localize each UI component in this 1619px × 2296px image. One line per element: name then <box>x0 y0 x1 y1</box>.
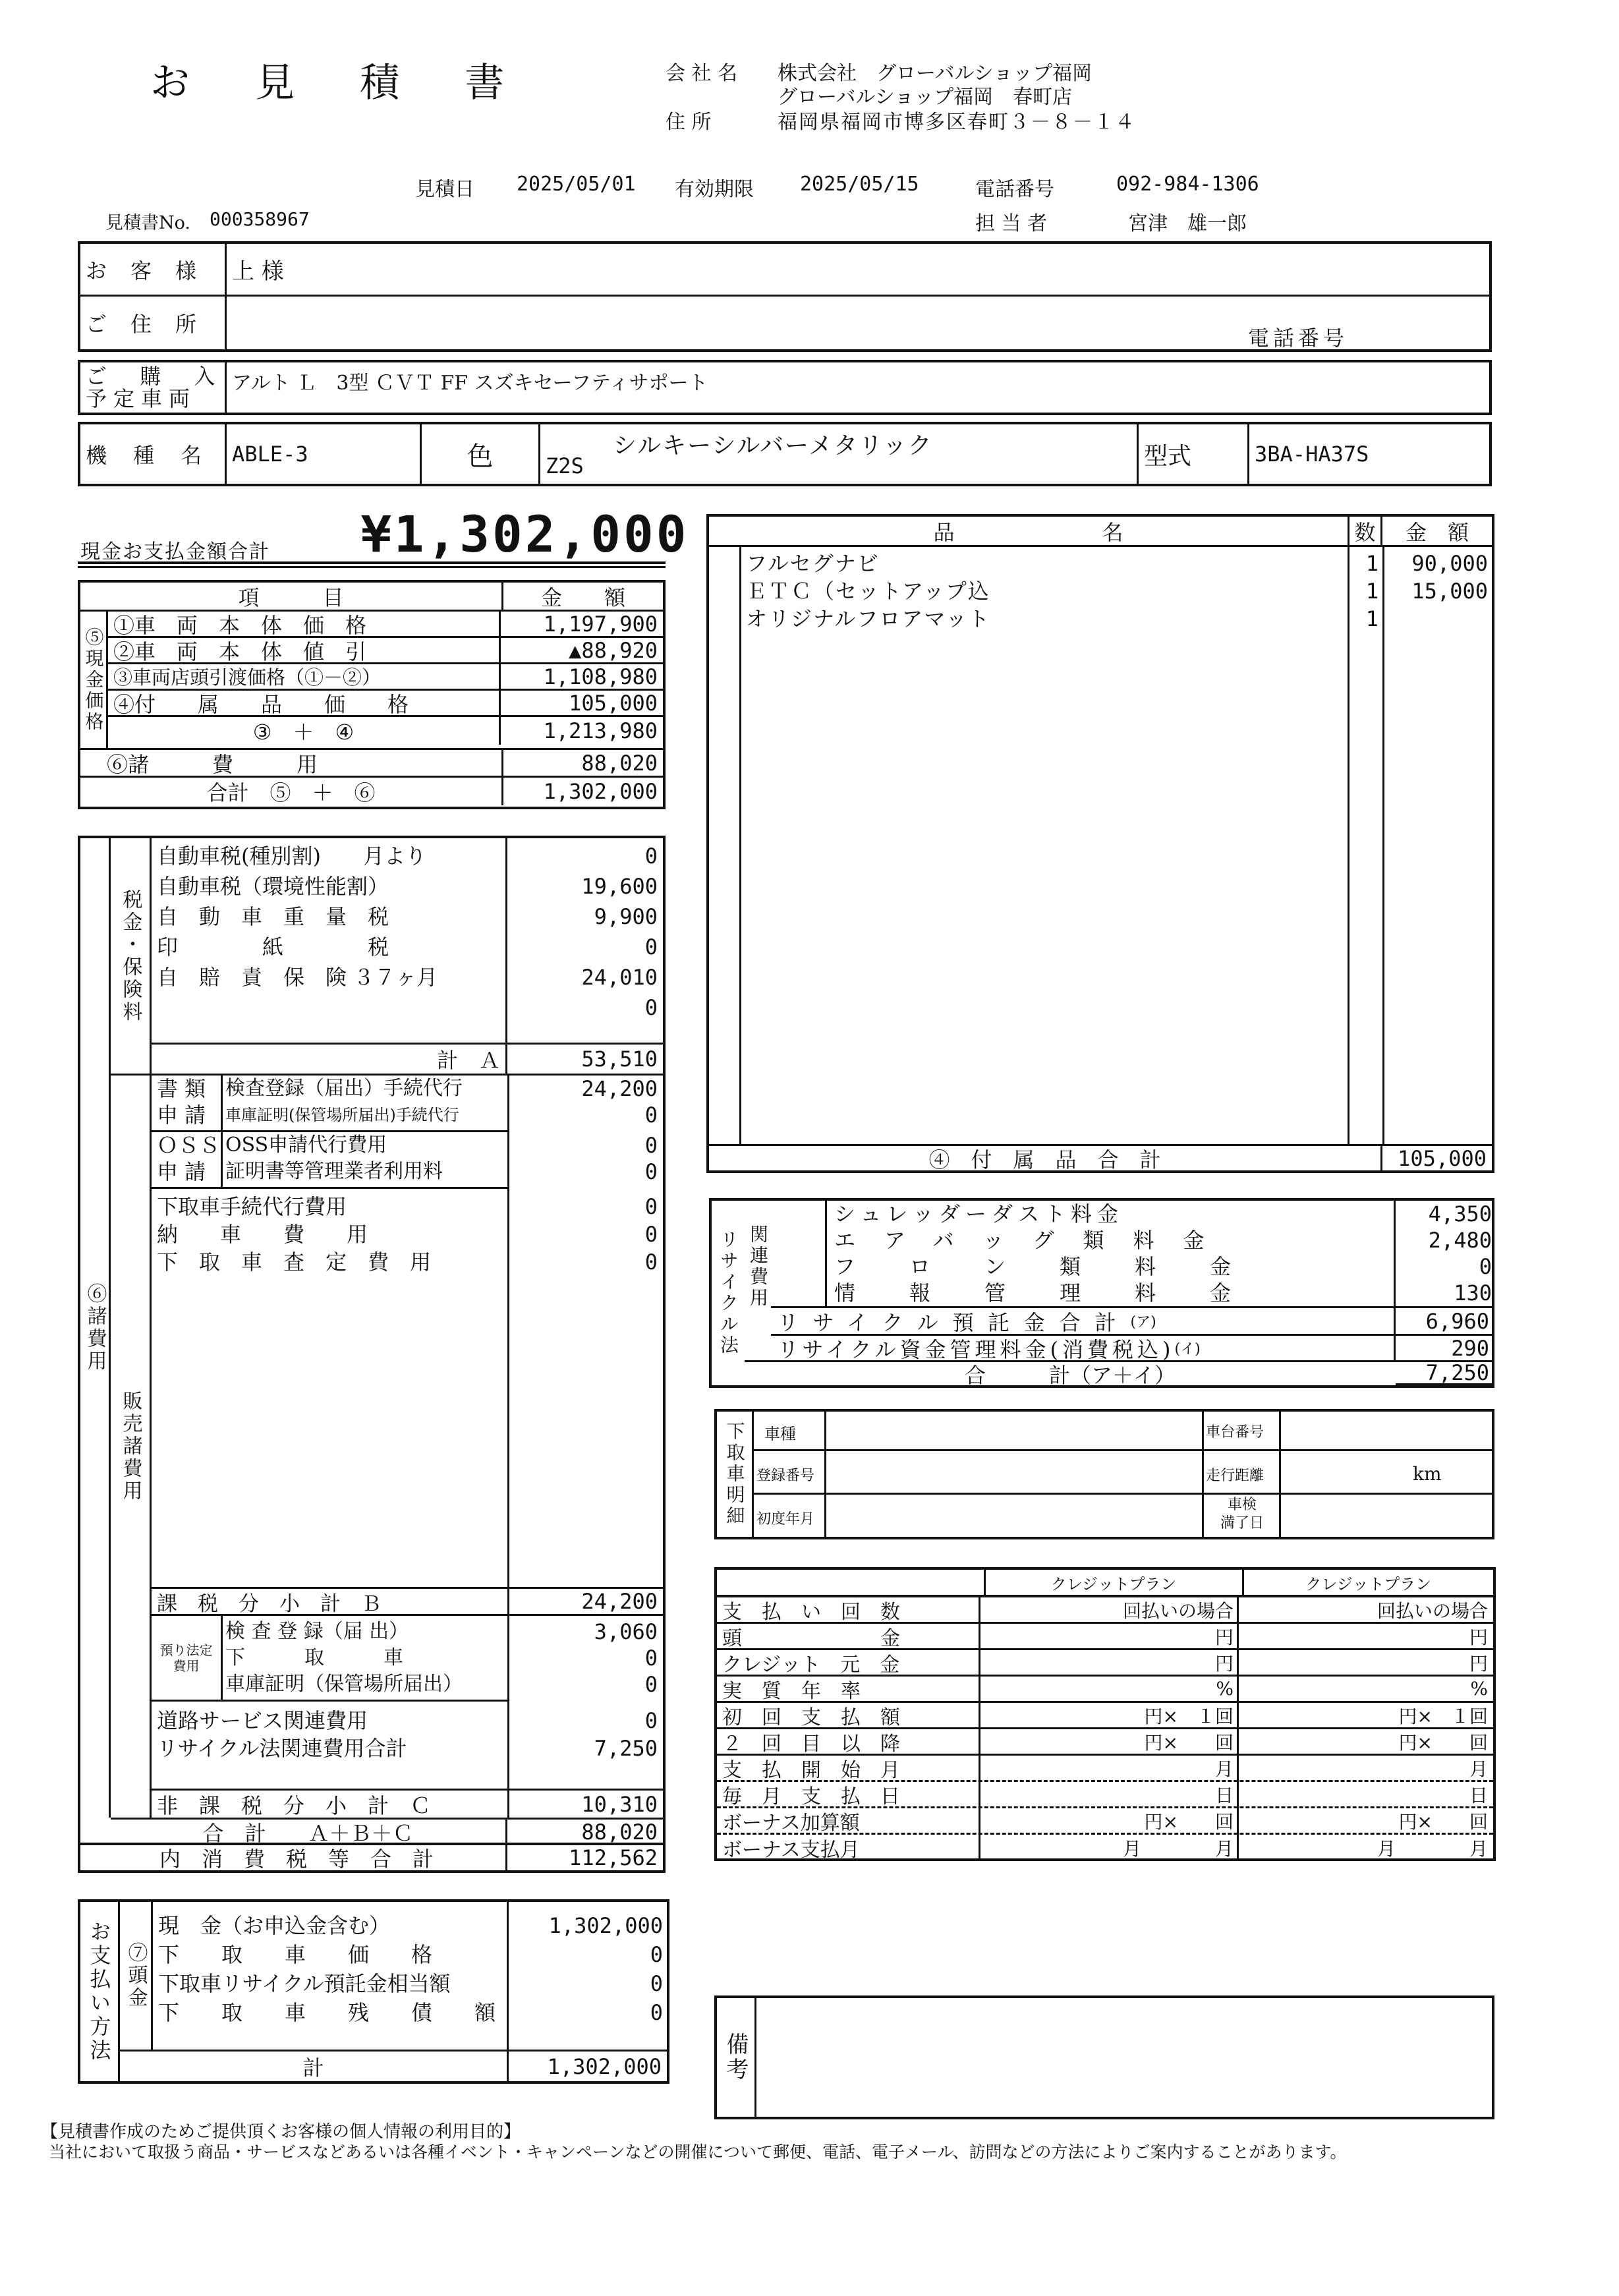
cash-price-side-label: ⑤現金価格 <box>80 612 108 748</box>
credit-plan1-value[interactable]: 月 月 <box>1122 1838 1234 1860</box>
accessories-head-name: 品 名 <box>709 517 1349 545</box>
recycle-mgmt-text: リサイクル資金管理料金(消費税込) <box>778 1336 1175 1362</box>
credit-row <box>717 1677 1493 1703</box>
credit-table <box>714 1567 1496 1861</box>
recycle-label: フロン類料金 <box>834 1254 1286 1279</box>
cash-row-label: ②車 両 本 体 値 引 <box>108 638 501 662</box>
vehicle-box <box>78 360 1492 415</box>
credit-row-label: 初 回 支 払 額 <box>722 1706 900 1729</box>
valid-date: 2025/05/15 <box>800 173 919 196</box>
sum-abc-label: 合 計 Ａ＋Ｂ＋Ｃ <box>111 1820 507 1844</box>
type-value[interactable]: 3BA-HA37S <box>1255 442 1369 467</box>
recycle-total-value: 7,250 <box>1396 1362 1494 1385</box>
tax-row-value: 24,010 <box>581 965 658 990</box>
oss-value-1: 0 <box>644 1133 658 1158</box>
credit-plan2-value[interactable]: 円× 回 <box>1398 1810 1488 1833</box>
accessories-total-label: ④ 付 属 品 合 計 <box>709 1146 1382 1170</box>
credit-plan1-value[interactable]: 回払いの場合 <box>1122 1599 1234 1622</box>
quote-no: 000358967 <box>210 208 310 230</box>
tax-row-value: 0 <box>644 844 658 869</box>
credit-plan2-value[interactable]: 日 <box>1469 1784 1488 1806</box>
credit-plan-2: クレジットプラン <box>1243 1568 1494 1596</box>
payment-row-value: 0 <box>650 1971 663 1996</box>
consumption-value: 112,562 <box>569 1845 658 1870</box>
fees-sales-side: 販売諸費用 <box>111 1076 152 1818</box>
sum-abc-value: 88,020 <box>581 1819 658 1845</box>
remarks-box <box>714 1995 1494 2119</box>
tradein-car-label: 車種 <box>764 1425 796 1443</box>
credit-plan1-value[interactable]: 月 <box>1214 1758 1234 1780</box>
store-phone: 092-984-1306 <box>1116 173 1259 196</box>
sum-c-value: 10,310 <box>581 1791 658 1817</box>
tax-row-label: 自動車税（環境性能割） <box>157 874 389 899</box>
fees-table <box>78 836 666 1845</box>
consumption-row <box>78 1843 666 1873</box>
credit-row <box>717 1808 1493 1835</box>
cash-grand-value: 1,302,000 <box>543 779 658 804</box>
valid-label: 有効期限 <box>675 178 754 201</box>
recycle-side-1: リサイクル法 <box>718 1230 739 1356</box>
cash-row-label: ③車両店頭引渡価格（①－②） <box>108 664 501 689</box>
model-box <box>78 422 1492 486</box>
vehicle-label-2: 予定車両 <box>86 386 197 411</box>
recycle-fee-value: 7,250 <box>594 1736 658 1761</box>
deposit-label: 下 取 車 <box>225 1646 403 1669</box>
customer-address[interactable] <box>227 297 1489 349</box>
oss-label-1: ＯＳＳ <box>157 1133 221 1158</box>
credit-row <box>717 1703 1493 1729</box>
cash-row-label: ①車 両 本 体 価 格 <box>108 612 501 636</box>
tax-row-value: 9,900 <box>594 904 658 929</box>
recycle-value: 4,350 <box>1428 1201 1492 1226</box>
accessory-name: オリジナルフロアマット <box>746 606 991 631</box>
tax-row-label: 自 賠 責 保 険 ３７ヶ月 <box>157 965 438 990</box>
total-label: 現金お支払金額合計 <box>80 540 270 563</box>
credit-plan1-value[interactable]: 円 <box>1214 1626 1234 1648</box>
cash-sum34-value: 1,213,980 <box>543 718 658 743</box>
cash-row-value: ▲88,920 <box>569 637 658 663</box>
recycle-label: シュレッダーダスト料金 <box>834 1201 1124 1226</box>
store-name: グローバルショップ福岡 春町店 <box>778 86 1073 109</box>
customer-address-label: ご住所 <box>86 312 221 337</box>
vehicle-label-1: ご 購 入 <box>86 364 229 389</box>
sum-a-value: 53,510 <box>581 1047 658 1072</box>
credit-row <box>717 1729 1493 1756</box>
payment-row-label: 現 金（お申込金含む） <box>158 1913 391 1938</box>
remarks-field[interactable] <box>756 1998 1492 2117</box>
recycle-mgmt-mark: (イ) <box>1174 1341 1201 1358</box>
cash-misc-label: ⑥諸 費 用 <box>80 750 503 776</box>
footer-privacy-title: 【見積書作成のためご提供頂くお客様の個人情報の利用目的】 <box>41 2122 521 2142</box>
customer-name-label: お客様 <box>86 258 221 283</box>
trade-fee-label: 下取車手続代行費用 <box>157 1194 347 1219</box>
credit-plan2-value[interactable]: 円× １回 <box>1398 1705 1488 1727</box>
total-amount: ¥1,302,000 <box>361 505 689 563</box>
tradein-table <box>714 1409 1494 1539</box>
recycle-deposit-value: 6,960 <box>1425 1308 1489 1334</box>
oss-row-1: OSS申請代行費用 <box>225 1134 387 1157</box>
trade-fee-label: 納 車 費 用 <box>157 1222 368 1247</box>
credit-plan1-value[interactable]: 日 <box>1214 1784 1234 1806</box>
tradein-inspection-label-1: 車検 <box>1227 1497 1257 1513</box>
accessory-qty: 1 <box>1365 579 1378 604</box>
sum-b-value: 24,200 <box>581 1589 658 1614</box>
oss-row-2: 証明書等管理業者利用料 <box>225 1160 443 1183</box>
staff-name: 宮津 雄一郎 <box>1128 212 1247 235</box>
payment-row-label: 下 取 車 価 格 <box>158 1942 433 1967</box>
consumption-label: 内 消 費 税 等 合 計 <box>80 1845 507 1870</box>
color-code[interactable]: Z2S <box>546 453 584 478</box>
company-label: 会 社 名 <box>666 62 738 85</box>
company-name: 株式会社 グローバルショップ福岡 <box>778 62 1093 85</box>
oss-value-2: 0 <box>644 1159 658 1184</box>
credit-row <box>717 1782 1493 1808</box>
payment-row-value: 1,302,000 <box>548 1913 663 1938</box>
fees-tax-side: 税金・保険料 <box>111 838 152 1076</box>
quote-date-label: 見積日 <box>415 178 474 201</box>
type-label: 型式 <box>1139 424 1249 484</box>
credit-row <box>717 1624 1493 1650</box>
color-name[interactable]: シルキーシルバーメタリック <box>613 432 933 459</box>
recycle-label: 情報管理料金 <box>834 1280 1286 1306</box>
deposit-side-label: 預り法定費用 <box>152 1616 223 1700</box>
tradein-side-label: 下取車明細 <box>717 1412 754 1537</box>
recycle-side-2: 関連費用 <box>747 1224 769 1309</box>
credit-plan2-value[interactable]: 円 <box>1469 1626 1488 1648</box>
vehicle-name[interactable]: アルト Ｌ 3型 ＣＶＴ FF スズキセーフティサポート <box>232 372 708 395</box>
payment-total-label: 計 <box>120 2052 509 2081</box>
credit-row-label: 支 払 い 回 数 <box>722 1600 900 1624</box>
tradein-plate-label: 登録番号 <box>756 1468 815 1484</box>
credit-row <box>717 1756 1493 1782</box>
accessories-head-amount: 金 額 <box>1405 519 1469 545</box>
cash-sum34-label: ③ ＋ ④ <box>108 717 501 745</box>
credit-plan1-value[interactable]: 円× 回 <box>1144 1810 1234 1833</box>
remarks-label: 備考 <box>717 1998 756 2117</box>
credit-row-label: ２ 回 目 以 降 <box>722 1732 900 1756</box>
recycle-value: 130 <box>1454 1280 1492 1306</box>
doc-agent-value-2: 0 <box>644 1103 658 1128</box>
cash-row-value: 1,197,900 <box>543 611 658 637</box>
sum-a-label: 計 Ａ <box>152 1045 507 1074</box>
credit-row <box>717 1835 1493 1861</box>
fees-side-label: ⑥諸費用 <box>80 838 111 1818</box>
accessory-qty: 1 <box>1365 551 1378 576</box>
payment-total-value: 1,302,000 <box>547 2053 662 2079</box>
credit-row-label: ボーナス加算額 <box>722 1811 860 1835</box>
recycle-mgmt-value: 290 <box>1451 1335 1489 1361</box>
recycle-mgmt-label <box>771 1336 1396 1360</box>
cash-price-table <box>78 580 666 809</box>
recycle-value: 2,480 <box>1428 1228 1492 1253</box>
payment-row-value: 0 <box>650 2000 663 2025</box>
deposit-value: 0 <box>644 1672 658 1697</box>
doc-agent-label-2: 申 請 <box>157 1103 206 1128</box>
accessory-name: ＥＴＣ（セットアップ込 <box>746 579 990 604</box>
address-label: 住 所 <box>666 111 712 134</box>
doc-agent-value-1: 24,200 <box>581 1076 658 1101</box>
recycle-deposit-mark: (ア) <box>1130 1314 1156 1331</box>
tax-row-value: 0 <box>644 995 658 1020</box>
credit-row <box>717 1597 1493 1624</box>
tax-row-label: 自動車税(種別割) 月より <box>157 844 426 869</box>
model-value[interactable]: ABLE-3 <box>227 424 422 484</box>
cash-row-value: 1,108,980 <box>543 664 658 689</box>
trade-fee-value: 0 <box>644 1194 658 1219</box>
accessory-amount: 90,000 <box>1411 551 1488 576</box>
cash-price-head-amount: 金 額 <box>540 585 625 610</box>
trade-fee-value: 0 <box>644 1249 658 1275</box>
footer-privacy-text: 当社において取扱う商品・サービスなどあるいは各種イベント・キャンペーンなどの開催について郵便、電話、電子メール、訪問などの方法によりご案内することがあります。 <box>49 2142 1347 2162</box>
recycle-deposit-text: リサイクル預託金合計 <box>778 1309 1131 1335</box>
tax-row-value: 0 <box>644 934 658 960</box>
tradein-inspection-label-2: 満了日 <box>1220 1515 1264 1532</box>
payment-side-label: お支払い方法 <box>80 1902 120 2081</box>
doc-agent-label-1: 書 類 <box>157 1076 206 1101</box>
credit-plan2-value[interactable]: 回払いの場合 <box>1377 1599 1488 1622</box>
credit-row-label: 実 質 年 率 <box>722 1679 861 1703</box>
credit-plan2-value[interactable]: % <box>1470 1678 1488 1700</box>
tradein-mileage-label: 走行距離 <box>1206 1468 1264 1484</box>
doc-agent-row-2: 車庫証明(保管場所届出)手続代行 <box>225 1106 459 1124</box>
accessories-total-value: 105,000 <box>1398 1145 1487 1171</box>
accessory-amount: 15,000 <box>1411 579 1488 604</box>
staff-label: 担 当 者 <box>975 212 1048 235</box>
recycle-total-label: 合 計（ア＋イ） <box>964 1362 1176 1388</box>
deposit-label: 車庫証明（保管場所届出） <box>225 1673 463 1696</box>
cash-row-value: 105,000 <box>569 690 658 716</box>
credit-row-label: 頭 金 <box>722 1626 900 1650</box>
total-underline <box>78 561 666 568</box>
road-fee-value: 0 <box>644 1708 658 1733</box>
color-label: 色 <box>422 424 540 484</box>
recycle-table <box>709 1198 1494 1388</box>
credit-plan-1: クレジットプラン <box>984 1568 1243 1596</box>
customer-phone-label: 電話番号 <box>1248 326 1349 351</box>
tax-row-label: 自 動 車 重 量 税 <box>157 904 389 929</box>
trade-fee-label: 下 取 車 査 定 費 用 <box>157 1249 432 1275</box>
model-label: 機種名 <box>86 443 229 468</box>
recycle-value: 0 <box>1479 1254 1492 1279</box>
page-title: お 見 積 書 <box>150 60 531 106</box>
credit-row-label: ボーナス支払月 <box>722 1839 860 1862</box>
tradein-firstreg-label: 初度年月 <box>756 1511 815 1528</box>
deposit-value: 0 <box>644 1646 658 1671</box>
cash-price-head-item: 項 目 <box>80 583 503 610</box>
phone-label: 電話番号 <box>975 178 1054 201</box>
road-fee-label: 道路サービス関連費用 <box>157 1708 368 1733</box>
payment-row-label: 下 取 車 残 債 額 <box>158 2000 496 2025</box>
cash-grand-label: 合計 ⑤ ＋ ⑥ <box>80 778 503 805</box>
quote-date: 2025/05/01 <box>517 173 636 196</box>
credit-plan1-value[interactable]: 円× 回 <box>1144 1731 1234 1754</box>
trade-fee-value: 0 <box>644 1222 658 1247</box>
tradein-chassis-label: 車台番号 <box>1206 1424 1264 1441</box>
credit-plan2-value[interactable]: 円 <box>1469 1652 1488 1675</box>
credit-row-label: 毎 月 支 払 日 <box>722 1785 900 1808</box>
credit-plan1-value[interactable]: 円× １回 <box>1144 1705 1234 1727</box>
credit-row-label: クレジット 元 金 <box>722 1653 900 1677</box>
credit-plan2-value[interactable]: 月 月 <box>1377 1838 1488 1860</box>
credit-plan1-value[interactable]: % <box>1216 1678 1234 1700</box>
accessory-qty: 1 <box>1365 606 1378 631</box>
sum-b-label: 課 税 分 小 計 Ｂ <box>157 1592 382 1616</box>
tax-row-label: 印 紙 税 <box>157 934 389 960</box>
accessories-head-qty: 数 <box>1349 517 1382 545</box>
oss-label-2: 申 請 <box>157 1159 206 1184</box>
recycle-deposit-label <box>771 1308 1396 1334</box>
credit-row <box>717 1650 1493 1677</box>
payment-row-label: 下取車リサイクル預託金相当額 <box>158 1971 451 1996</box>
recycle-fee-label: リサイクル法関連費用合計 <box>157 1736 407 1761</box>
deposit-label: 検 査 登 録（届 出） <box>225 1620 409 1643</box>
downpayment-side-label: ⑦頭金 <box>120 1902 153 2050</box>
deposit-value: 3,060 <box>594 1619 658 1644</box>
sum-c-label: 非 課 税 分 小 計 Ｃ <box>157 1793 432 1818</box>
credit-plan2-value[interactable]: 円× 回 <box>1398 1731 1488 1754</box>
credit-plan1-value[interactable]: 円 <box>1214 1652 1234 1675</box>
company-address: 福岡県福岡市博多区春町３－８－１４ <box>778 111 1136 134</box>
doc-agent-row-1: 検査登録（届出）手続代行 <box>225 1077 463 1100</box>
credit-row-label: 支 払 開 始 月 <box>722 1758 900 1782</box>
credit-plan2-value[interactable]: 月 <box>1469 1758 1488 1780</box>
tax-row-value: 19,600 <box>581 874 658 899</box>
quote-no-label: 見積書No. <box>105 213 190 233</box>
accessory-name: フルセグナビ <box>746 551 880 576</box>
cash-row-label: ④付 属 品 価 格 <box>108 691 501 715</box>
customer-name[interactable]: 上 様 <box>232 258 284 285</box>
payment-row-value: 0 <box>650 1942 663 1967</box>
payment-method-table <box>78 1899 669 2084</box>
recycle-label: エアバッグ類料金 <box>834 1228 1234 1253</box>
customer-box <box>78 241 1492 352</box>
accessories-table <box>706 514 1494 1173</box>
tradein-mileage-unit: km <box>1413 1463 1442 1485</box>
cash-misc-value: 88,020 <box>581 750 658 776</box>
